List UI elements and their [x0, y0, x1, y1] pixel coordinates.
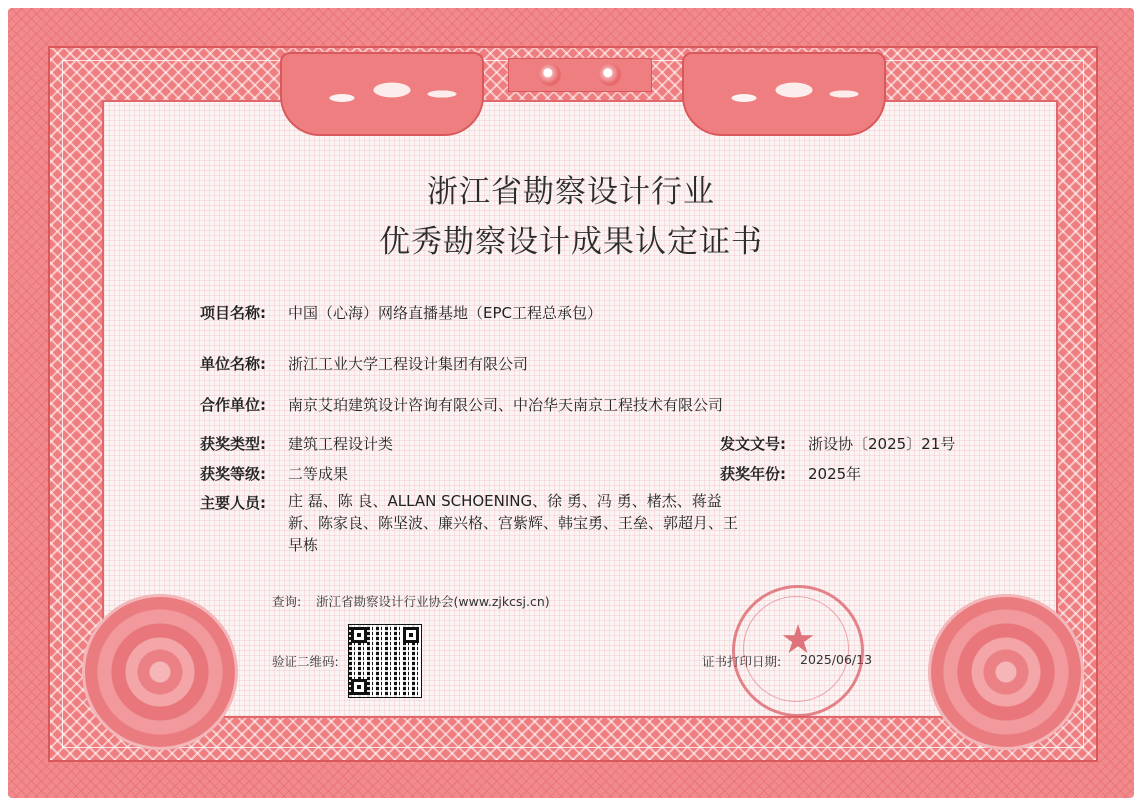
query-label: 查询: — [272, 594, 302, 609]
qr-finder — [351, 679, 367, 695]
lantern-ornament — [508, 58, 652, 92]
award-level-label: 获奖等级: — [200, 465, 266, 483]
partner-value: 南京艾珀建筑设计咨询有限公司、中冶华天南京工程技术有限公司 — [288, 396, 724, 414]
rose-icon — [928, 594, 1084, 750]
qr-label: 验证二维码: — [272, 654, 339, 669]
doc-no-label: 发文文号: — [720, 435, 786, 453]
scroll-ornament-icon — [682, 52, 886, 136]
official-seal — [732, 585, 864, 717]
unit-value: 浙江工业大学工程设计集团有限公司 — [288, 355, 529, 373]
query-value: 浙江省勘察设计行业协会(www.zjkcsj.cn) — [316, 594, 550, 609]
partner-label: 合作单位: — [200, 396, 266, 414]
lantern-icon — [539, 64, 561, 86]
award-type-value: 建筑工程设计类 — [288, 435, 394, 453]
project-value: 中国（心海）网络直播基地（EPC工程总承包） — [288, 304, 602, 322]
print-date-value: 2025/06/13 — [800, 652, 873, 667]
qr-finder — [403, 627, 419, 643]
award-type-label: 获奖类型: — [200, 435, 266, 453]
award-year-label: 获奖年份: — [720, 465, 786, 483]
members-label: 主要人员: — [200, 494, 266, 512]
lantern-icon — [599, 64, 621, 86]
members-value: 庄 磊、陈 良、ALLAN SCHOENING、徐 勇、冯 勇、楮杰、蒋益新、陈家良、陈坚波、廉兴格、宫紫辉、韩宝勇、王垒、郭超月、王早栋 — [288, 492, 739, 554]
rose-icon — [82, 594, 238, 750]
award-year-value: 2025年 — [808, 465, 862, 483]
scroll-ornament-icon — [280, 52, 484, 136]
project-label: 项目名称: — [200, 304, 266, 322]
certificate-title-line1: 浙江省勘察设计行业 — [427, 174, 715, 210]
doc-no-value: 浙设协〔2025〕21号 — [808, 435, 956, 453]
qr-finder — [351, 627, 367, 643]
unit-label: 单位名称: — [200, 355, 266, 373]
award-level-value: 二等成果 — [288, 465, 349, 483]
print-date-label: 证书打印日期: — [702, 654, 782, 669]
verification-qr-code[interactable] — [348, 624, 422, 698]
certificate-title-line2: 优秀勘察设计成果认定证书 — [379, 224, 763, 260]
star-icon: ★ — [780, 617, 816, 663]
